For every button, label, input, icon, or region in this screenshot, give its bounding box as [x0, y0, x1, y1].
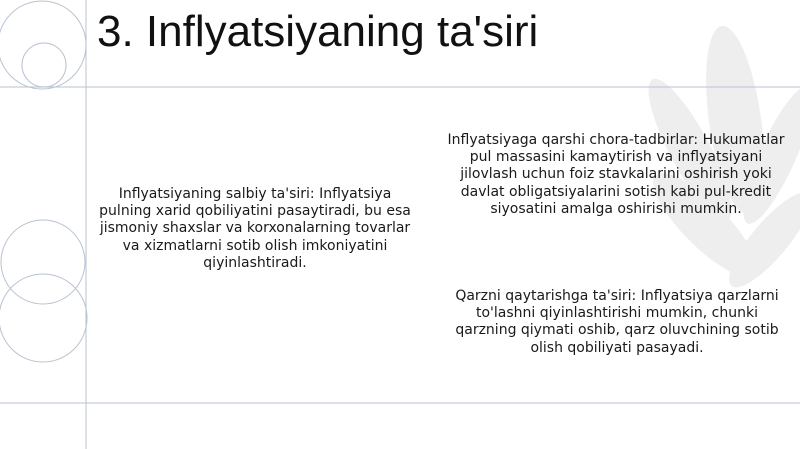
paragraph-debt-repayment: Qarzni qaytarishga ta'siri: Inflyatsiya qarzlarni to'lashni qiyinlashtirishi mumkin, chunki qarzning qiymati oshib, qarz oluvchining sotib olish qobiliyati pasayadi.: [455, 288, 779, 356]
paragraph-countermeasures: Inflyatsiyaga qarshi chora-tadbirlar: Hukumatlar pul massasini kamaytirish va inflyatsiyani jilovlash uchun foiz stavkalarini oshirish yoki davlat obligatsiyalarini sotish kabi pul-kredit siyosatini amalga oshirishi mumkin.: [447, 132, 785, 217]
slide-title: 3. Inflyatsiyaning ta'siri: [97, 7, 539, 56]
circle-ornaments: [0, 1, 87, 362]
paragraph-negative-impact: Inflyatsiyaning salbiy ta'siri: Inflyatsiya pulning xarid qobiliyatini pasaytiradi, bu esa jismoniy shaxslar va korxonalarning tovarlar va xizmatlarni sotib olish imkoniyatini qiyinlashtiradi.: [99, 186, 411, 271]
